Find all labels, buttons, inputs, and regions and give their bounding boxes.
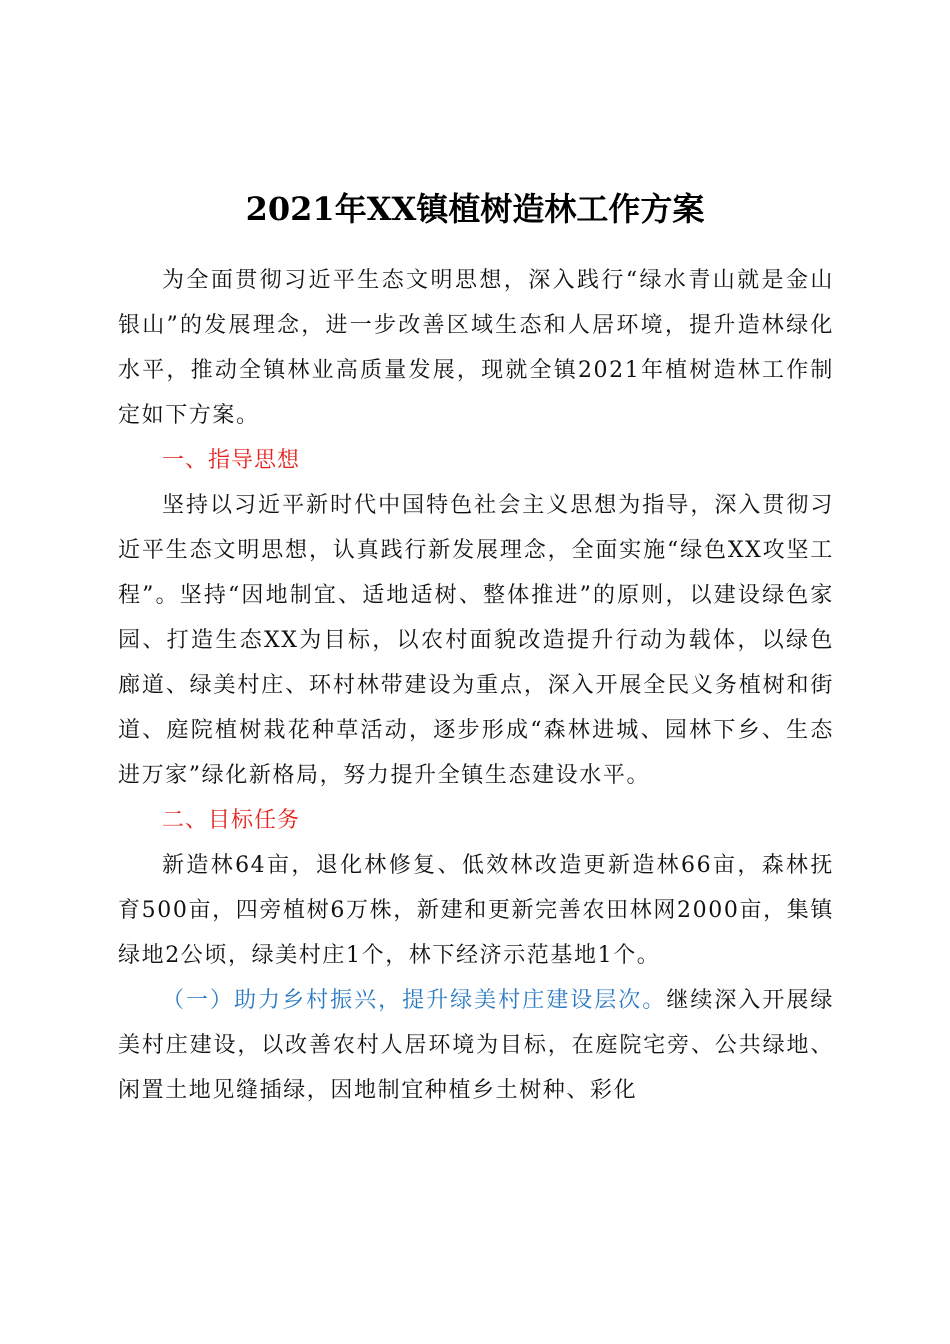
guiding-ideology-paragraph: 坚持以习近平新时代中国特色社会主义思想为指导，深入贯彻习近平生态文明思想，认真践行新发展理念，全面实施“绿色XX攻坚工程”。坚持“因地制宜、适地适树、整体推进”的原则，以建设绿色家园、打造生态XX为目标，以农村面貌改造提升行动为载体，以绿色廊道、绿美村庄、环村林带建设为重点，深入开展全民义务植树和街道、庭院植树栽花种草活动，逐步形成“森林进城、园林下乡、生态进万家”绿化新格局，努力提升全镇生态建设水平。: [118, 493, 834, 788]
subsection-paragraph: [118, 978, 834, 1113]
intro-paragraph: 为全面贯彻习近平生态文明思想，深入践行“绿水青山就是金山银山”的发展理念，进一步改善区域生态和人居环境，提升造林绿化水平，推动全镇林业高质量发展，现就全镇2021年植树造林工作制定如下方案。: [118, 268, 834, 428]
subsection-text: 继续深入开展绿美村庄建设，以改善农村人居环境为目标，在庭院宅旁、公共绿地、闲置土地见缝插绿，因地制宜种植乡土树种、彩化: [118, 988, 834, 1103]
subsection-heading: （一）助力乡村振兴，提升绿美村庄建设层次。: [162, 988, 667, 1013]
document-title: 2021年XX镇植树造林工作方案: [245, 190, 705, 228]
section-heading-guiding-ideology: 一、指导思想: [162, 448, 301, 473]
document-body: [118, 258, 834, 1113]
targets-paragraph: 新造林64亩，退化林修复、低效林改造更新造林66亩，森林抚育500亩，四旁植树6万株，新建和更新完善农田林网2000亩，集镇绿地2公顷，绿美村庄1个，林下经济示范基地1个。: [118, 853, 834, 968]
section-heading-targets: 二、目标任务: [162, 808, 301, 833]
